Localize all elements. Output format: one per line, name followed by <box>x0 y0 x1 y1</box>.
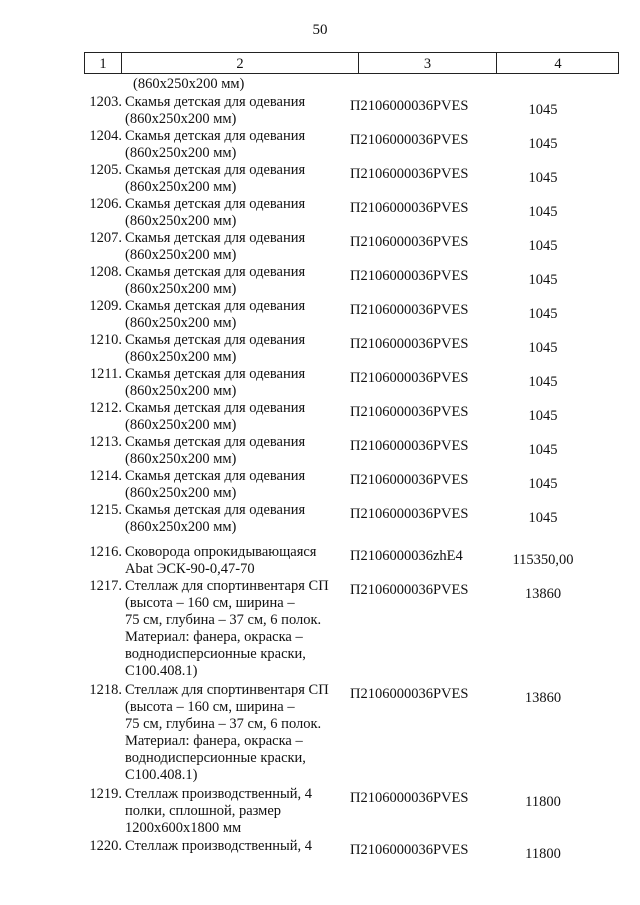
row-code: П2106000036PVES <box>350 686 469 702</box>
row-value: 1045 <box>528 408 558 424</box>
row-number: 1208. <box>89 264 122 280</box>
row-number: 1211. <box>89 366 122 382</box>
row-number: 1210. <box>89 332 122 348</box>
row-value: 1045 <box>528 306 558 322</box>
row-description: Скамья детская для одевания (860x250x200 мм) <box>125 502 306 535</box>
row-description: Скамья детская для одевания (860x250x200 мм) <box>125 128 306 161</box>
row-number: 1212. <box>89 400 122 416</box>
row-value: 1045 <box>528 102 558 118</box>
row-value: 1045 <box>528 136 558 152</box>
row-number: 1219. <box>89 786 122 802</box>
row-number: 1215. <box>89 502 122 518</box>
page-number: 50 <box>312 22 328 38</box>
row-number: 1220. <box>89 838 122 854</box>
row-description: Стеллаж производственный, 4 <box>125 838 312 854</box>
row-code: П2106000036PVES <box>350 234 469 250</box>
row-description: Сковорода опрокидывающаяся Abat ЭСК-90-0,47-70 <box>125 544 317 577</box>
row-code: П2106000036PVES <box>350 166 469 182</box>
row-value: 1045 <box>528 442 558 458</box>
row-number: 1205. <box>89 162 122 178</box>
row-number: 1216. <box>89 544 122 560</box>
row-description: Скамья детская для одевания (860x250x200 мм) <box>125 298 306 331</box>
row-description: Скамья детская для одевания (860x250x200 мм) <box>125 162 306 195</box>
row-description: Скамья детская для одевания (860x250x200 мм) <box>125 94 306 127</box>
row-description: Скамья детская для одевания (860x250x200 мм) <box>125 264 306 297</box>
row-value: 11800 <box>525 846 561 862</box>
row-value: 115350,00 <box>512 552 574 568</box>
row-code: П2106000036PVES <box>350 842 469 858</box>
row-code: П2106000036PVES <box>350 132 469 148</box>
row-description: Скамья детская для одевания (860x250x200 мм) <box>125 196 306 229</box>
continuation-text: (860x250x200 мм) <box>133 76 245 92</box>
row-description: Скамья детская для одевания (860x250x200 мм) <box>125 332 306 365</box>
row-code: П2106000036PVES <box>350 370 469 386</box>
row-description: Скамья детская для одевания (860x250x200 мм) <box>125 434 306 467</box>
row-number: 1213. <box>89 434 122 450</box>
row-code: П2106000036PVES <box>350 506 469 522</box>
row-number: 1218. <box>89 682 122 698</box>
row-value: 13860 <box>524 586 562 602</box>
row-number: 1203. <box>89 94 122 110</box>
row-description: Стеллаж для спортинвентаря СП (высота – 160 см, ширина – 75 см, глубина – 37 см, 6 полок. Материал: фанера, окраска – воднодисперсионные краски, С100.408.1) <box>125 682 329 783</box>
row-value: 1045 <box>528 340 558 356</box>
row-code: П2106000036zhE4 <box>350 548 463 564</box>
row-description: Скамья детская для одевания (860x250x200 мм) <box>125 366 306 399</box>
table-header <box>84 52 619 74</box>
row-description: Скамья детская для одевания (860x250x200 мм) <box>125 468 306 501</box>
row-value: 13860 <box>524 690 562 706</box>
row-number: 1207. <box>89 230 122 246</box>
row-code: П2106000036PVES <box>350 268 469 284</box>
row-value: 1045 <box>528 204 558 220</box>
row-code: П2106000036PVES <box>350 582 469 598</box>
row-description: Скамья детская для одевания (860x250x200 мм) <box>125 400 306 433</box>
row-code: П2106000036PVES <box>350 438 469 454</box>
row-value: 1045 <box>528 170 558 186</box>
row-value: 11800 <box>525 794 561 810</box>
column-header-1: 1 <box>85 53 122 73</box>
row-value: 1045 <box>528 510 558 526</box>
row-description: Стеллаж производственный, 4 полки, сплошной, размер 1200x600x1800 мм <box>125 786 312 836</box>
row-value: 1045 <box>528 272 558 288</box>
row-value: 1045 <box>528 476 558 492</box>
row-code: П2106000036PVES <box>350 472 469 488</box>
row-code: П2106000036PVES <box>350 336 469 352</box>
row-value: 1045 <box>528 374 558 390</box>
column-header-3: 3 <box>359 53 497 73</box>
row-code: П2106000036PVES <box>350 790 469 806</box>
row-number: 1204. <box>89 128 122 144</box>
row-code: П2106000036PVES <box>350 200 469 216</box>
row-code: П2106000036PVES <box>350 302 469 318</box>
column-header-2: 2 <box>122 53 359 73</box>
row-description: Стеллаж для спортинвентаря СП (высота – 160 см, ширина – 75 см, глубина – 37 см, 6 полок. Материал: фанера, окраска – воднодисперсионные краски, С100.408.1) <box>125 578 329 679</box>
row-number: 1209. <box>89 298 122 314</box>
column-header-4: 4 <box>554 56 562 72</box>
row-value: 1045 <box>528 238 558 254</box>
row-code: П2106000036PVES <box>350 404 469 420</box>
row-code: П2106000036PVES <box>350 98 469 114</box>
row-number: 1206. <box>89 196 122 212</box>
row-number: 1217. <box>89 578 122 594</box>
row-number: 1214. <box>89 468 122 484</box>
row-description: Скамья детская для одевания (860x250x200 мм) <box>125 230 306 263</box>
